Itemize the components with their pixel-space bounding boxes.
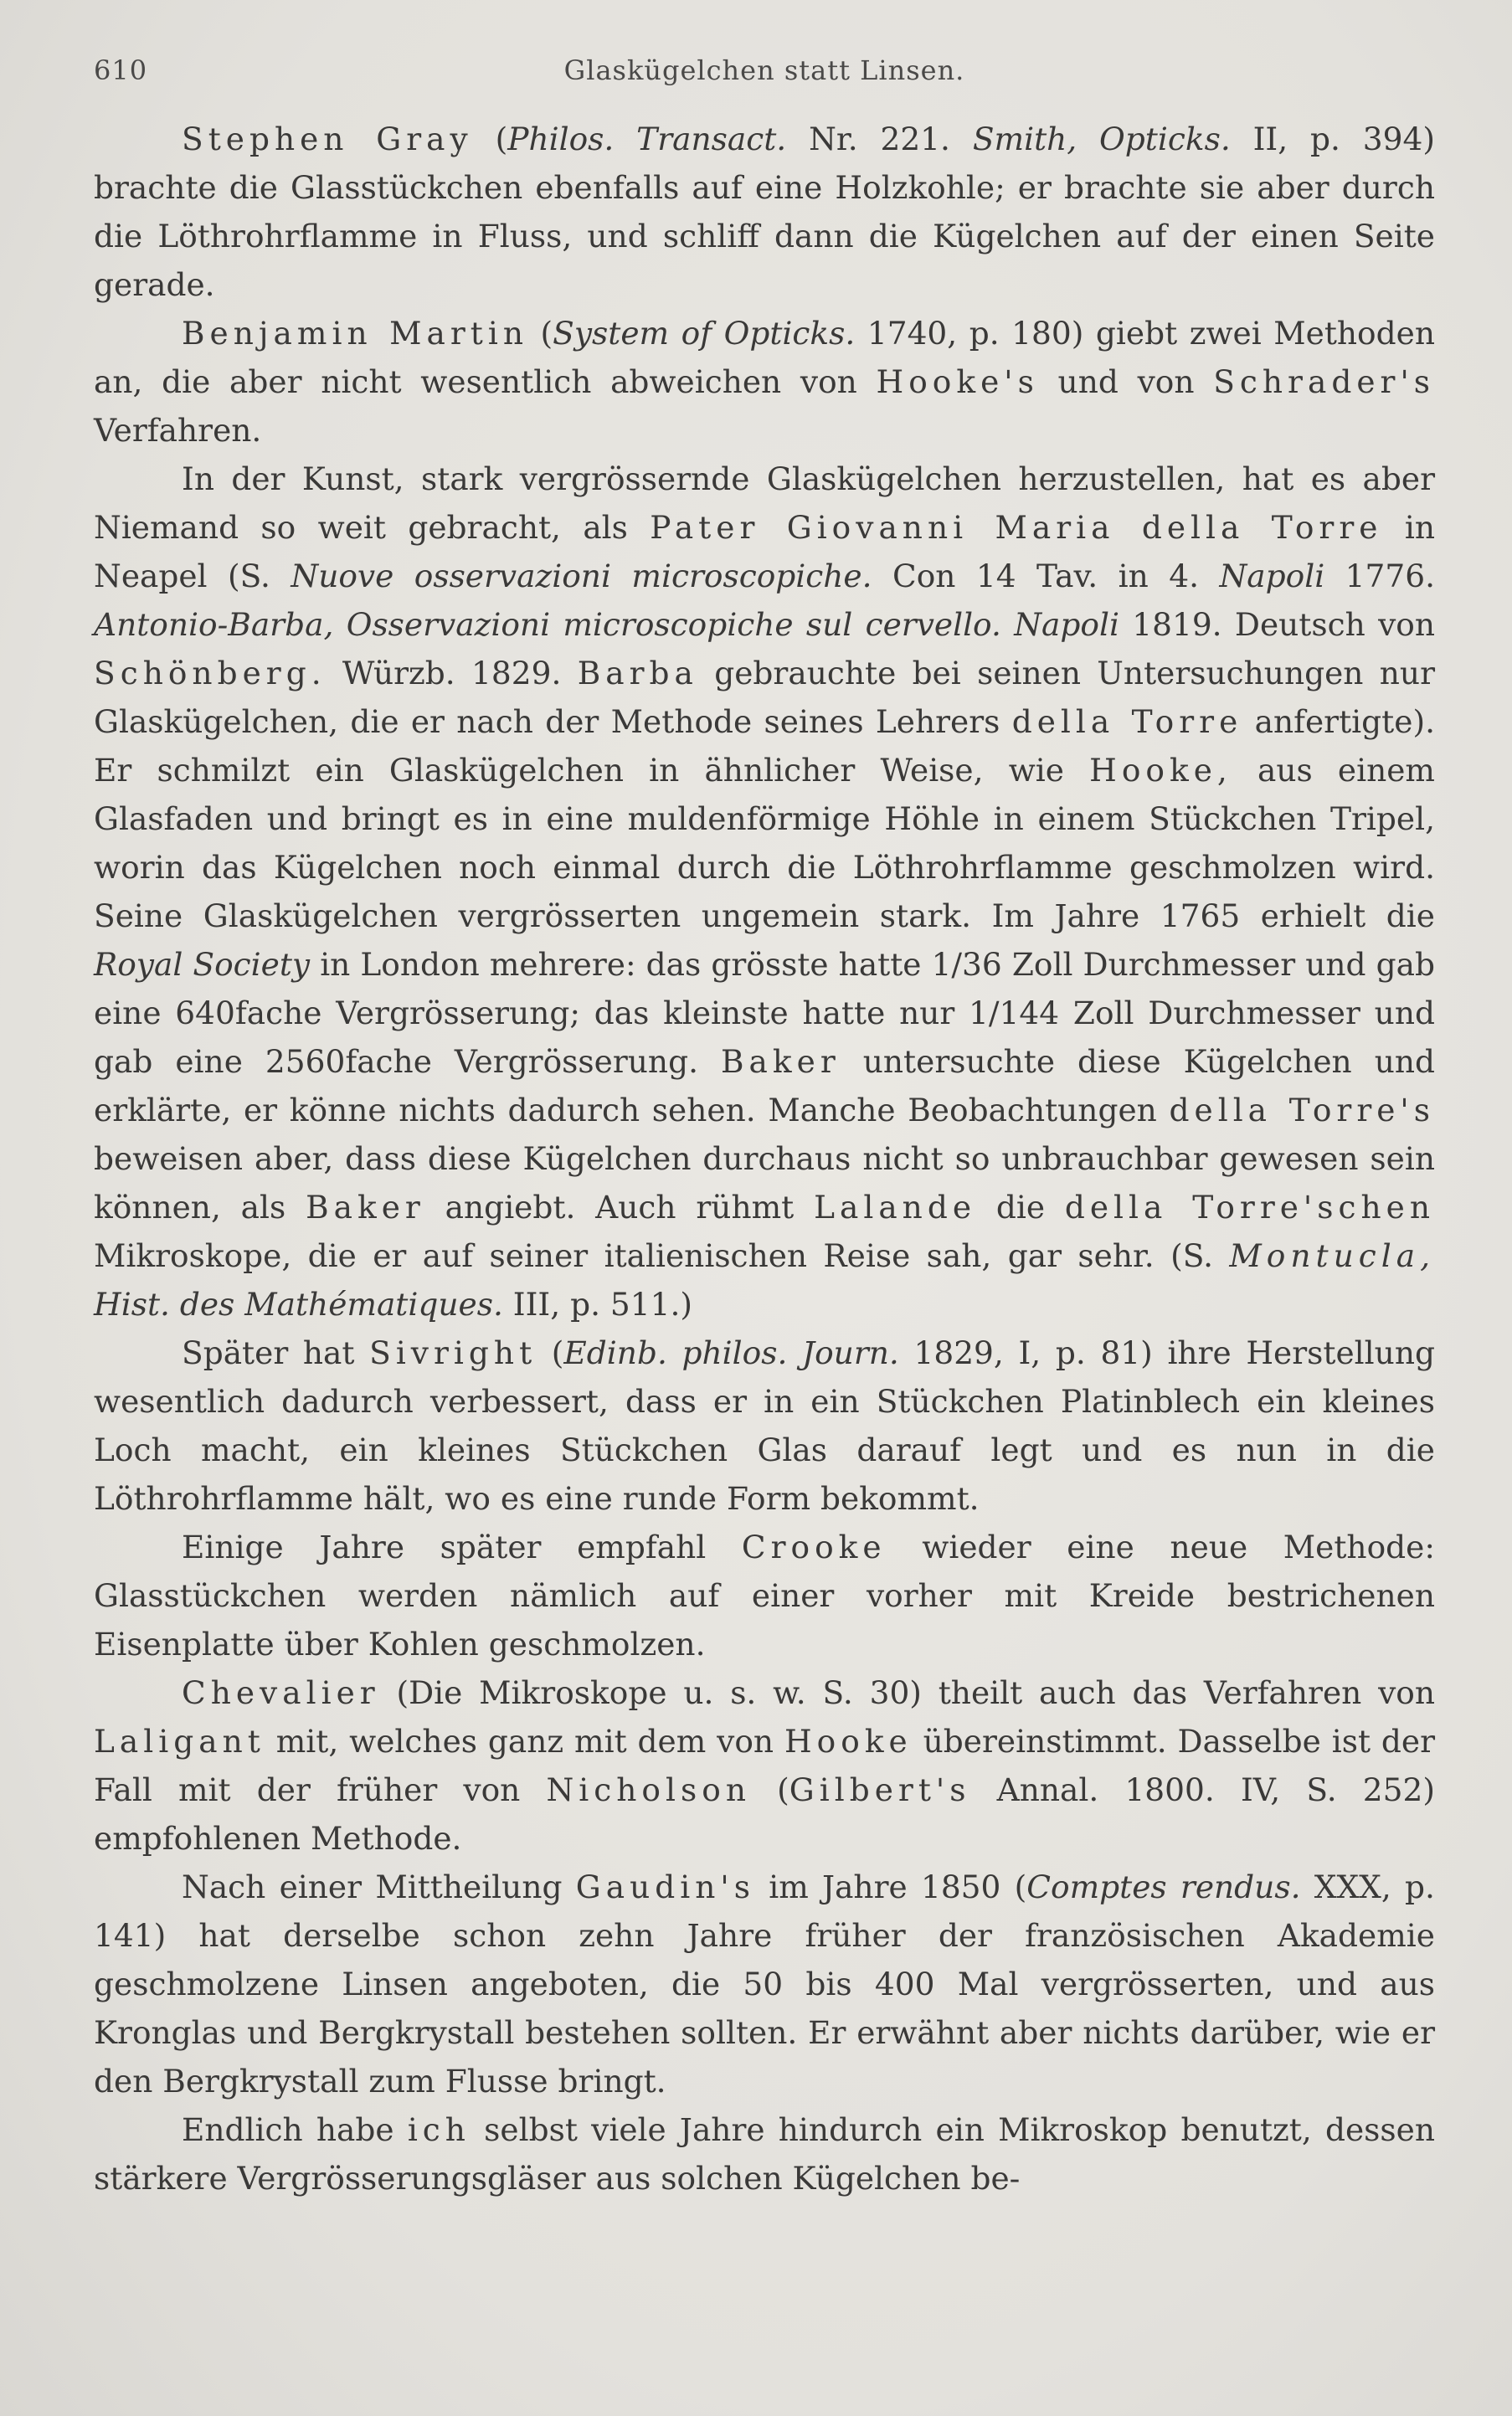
running-head-title: Glaskügelchen statt Linsen.: [563, 54, 965, 86]
text-run: 1740, p. 180) giebt zwei Methoden an, die aber nicht wesentlich abweichen von: [94, 315, 1435, 400]
text-run: übereinstimmt. Dasselbe ist der Fall mit der früher von: [94, 1723, 1436, 1808]
author-name: Schönberg.: [94, 655, 327, 691]
text-run: gebrauchte bei seinen Untersuchungen nur Glaskügelchen, die er nach der Methode seines Lehrers: [94, 655, 1435, 740]
paragraph-della-torre: [94, 455, 1435, 1329]
text-run: untersuchte diese Kügelchen und erklärte, er könne nichts dadurch sehen. Manche Beobachtungen: [94, 1043, 1436, 1128]
paragraph-sivright: [94, 1329, 1435, 1523]
author-name: della Torre'schen: [1064, 1189, 1435, 1226]
page-number: 610: [94, 54, 148, 86]
paragraph-gray: [94, 115, 1435, 309]
author-name: Pater Giovanni Maria della Torre: [650, 509, 1383, 546]
citation: Antonio-Barba, Osservazioni microscopiche sul cervello. Napoli: [94, 606, 1119, 643]
author-name: Sivright: [369, 1334, 537, 1371]
author-name: Hooke: [784, 1723, 913, 1760]
text-run: Verfahren.: [94, 412, 262, 449]
author-name: Hooke's: [876, 363, 1039, 400]
citation: Philos. Transact.: [507, 121, 787, 157]
text-run: 1776.: [1324, 558, 1436, 594]
author-name: Gaudin's: [575, 1869, 755, 1905]
text-run: Einige Jahre später empfahl: [182, 1529, 742, 1565]
text-run: (: [537, 1334, 564, 1371]
text-run: aus einem Glasfaden und bringt es in eine muldenförmige Höhle in einem Stückchen Tripel, worin das Kügelchen noch einmal durch die Löthrohrflamme geschmolzen wird. Seine Glaskügelchen vergrösserten ungemein stark. Im Jahre 1765 erhielt die: [94, 752, 1435, 934]
text-run: In der Kunst, stark vergrössernde Glaskügelchen herzustellen, hat es aber Niemand so weit gebracht, als: [94, 460, 1435, 546]
author-name: Gilbert's: [789, 1771, 971, 1808]
text-run: XXX, p. 141) hat derselbe schon zehn Jahre früher der französischen Akademie geschmolzene Linsen angeboten, die 50 bis 400 Mal vergrösserten, und aus Kronglas und Bergkrystall bestehen sollten. Er erwähnt aber nichts darüber, wie er den Bergkrystall zum Flusse bringt.: [94, 1869, 1435, 2100]
text-run: (: [528, 315, 553, 352]
author-name: della Torre's: [1169, 1092, 1435, 1128]
author-name: Montucla,: [1229, 1237, 1435, 1274]
citation: Nuove osservazioni microscopiche.: [291, 558, 872, 594]
author-name: Benjamin Martin: [182, 315, 529, 352]
text-run: selbst viele Jahre hindurch ein Mikroskop benutzt, dessen stärkere Vergrösserungsgläser aus solchen Kügelchen be-: [94, 2111, 1436, 2197]
running-head: [94, 46, 1435, 96]
text-run: anfertigte). Er schmilzt ein Glaskügelchen in ähnlicher Weise, wie: [94, 703, 1435, 789]
author-name: Schrader's: [1213, 363, 1435, 400]
text-run: die: [976, 1189, 1065, 1226]
text-run: 1829, I, p. 81) ihre Herstellung wesentlich dadurch verbessert, dass er in ein Stückchen Platinblech ein kleines Loch macht, ein kleines Stückchen Glas darauf legt und es nun in die Löthrohrflamme hält, wo es eine runde Form bekommt.: [94, 1334, 1435, 1517]
citation: Comptes rendus.: [1026, 1869, 1301, 1905]
author-name: Crooke: [741, 1529, 887, 1565]
author-name: Laligant: [94, 1723, 265, 1760]
text-run: 1819. Deutsch von: [1119, 606, 1435, 643]
author-name: Nicholson: [546, 1771, 751, 1808]
text-run: Con 14 Tav. in 4.: [872, 558, 1220, 594]
text-run: Annal. 1800. IV, S. 252) empfohlenen Methode.: [94, 1771, 1435, 1857]
author-name: Barba: [577, 655, 698, 691]
text-run: mit, welches ganz mit dem von: [265, 1723, 784, 1760]
author-name: Stephen Gray: [182, 121, 473, 157]
citation: Hist. des Mathématiques.: [94, 1286, 503, 1323]
text-run: Mikroskope, die er auf seiner italienischen Reise sah, gar sehr. (S.: [94, 1237, 1230, 1274]
author-name: Baker: [306, 1189, 425, 1226]
text-run: III, p. 511.): [502, 1286, 693, 1323]
text-run: wieder eine neue Methode: Glasstückchen werden nämlich auf einer vorher mit Kreide bestrichenen Eisenplatte über Kohlen geschmolzen.: [94, 1529, 1435, 1663]
paragraph-martin: [94, 309, 1435, 455]
text-run: in London mehrere: das grösste hatte 1/36 Zoll Durchmesser und gab eine 640fache Vergrösserung; das kleinste hatte nur 1/144 Zoll Durchmesser und gab eine 2560fache Vergrösserung.: [94, 946, 1435, 1080]
text-run: und von: [1038, 363, 1214, 400]
author-name: Baker: [721, 1043, 841, 1080]
text-run: (Die Mikroskope u. s. w. S. 30) theilt auch das Verfahren von: [379, 1674, 1435, 1711]
text-run: in Neapel (S.: [94, 509, 1435, 594]
text-run: (: [750, 1771, 789, 1808]
citation: Royal Society: [94, 946, 311, 983]
citation: Napoli: [1219, 558, 1325, 594]
citation: Smith, Opticks.: [972, 121, 1231, 157]
text-run: Endlich habe: [182, 2111, 408, 2148]
text-run: im Jahre 1850 (: [754, 1869, 1027, 1905]
text-run: Nr. 221.: [786, 121, 973, 157]
author-name: ich: [407, 2111, 471, 2148]
citation: System of Opticks.: [553, 315, 856, 352]
author-name: Chevalier: [182, 1674, 380, 1711]
text-run: Nach einer Mittheilung: [182, 1869, 576, 1905]
citation: Edinb. philos. Journ.: [563, 1334, 899, 1371]
text-run: Später hat: [182, 1334, 370, 1371]
text-run: Würzb. 1829.: [326, 655, 578, 691]
body-text: [94, 115, 1435, 2203]
text-run: II, p. 394) brachte die Glasstückchen ebenfalls auf eine Holzkohle; er brachte sie aber durch die Löthrohrflamme in Fluss, und schliff dann die Kügelchen auf der einen Seite gerade.: [94, 121, 1435, 303]
author-name: della Torre: [1011, 703, 1243, 740]
text-run: angiebt. Auch rühmt: [424, 1189, 815, 1226]
text-run: beweisen aber, dass diese Kügelchen durchaus nicht so unbrauchbar gewesen sein können, als: [94, 1140, 1435, 1226]
paragraph-chevalier: [94, 1668, 1435, 1863]
paragraph-crooke: [94, 1523, 1435, 1668]
paragraph-endlich: [94, 2105, 1435, 2203]
text-run: (: [472, 121, 508, 157]
author-name: Hooke,: [1089, 752, 1232, 789]
author-name: Lalande: [814, 1189, 977, 1226]
paragraph-gaudin: [94, 1863, 1435, 2105]
